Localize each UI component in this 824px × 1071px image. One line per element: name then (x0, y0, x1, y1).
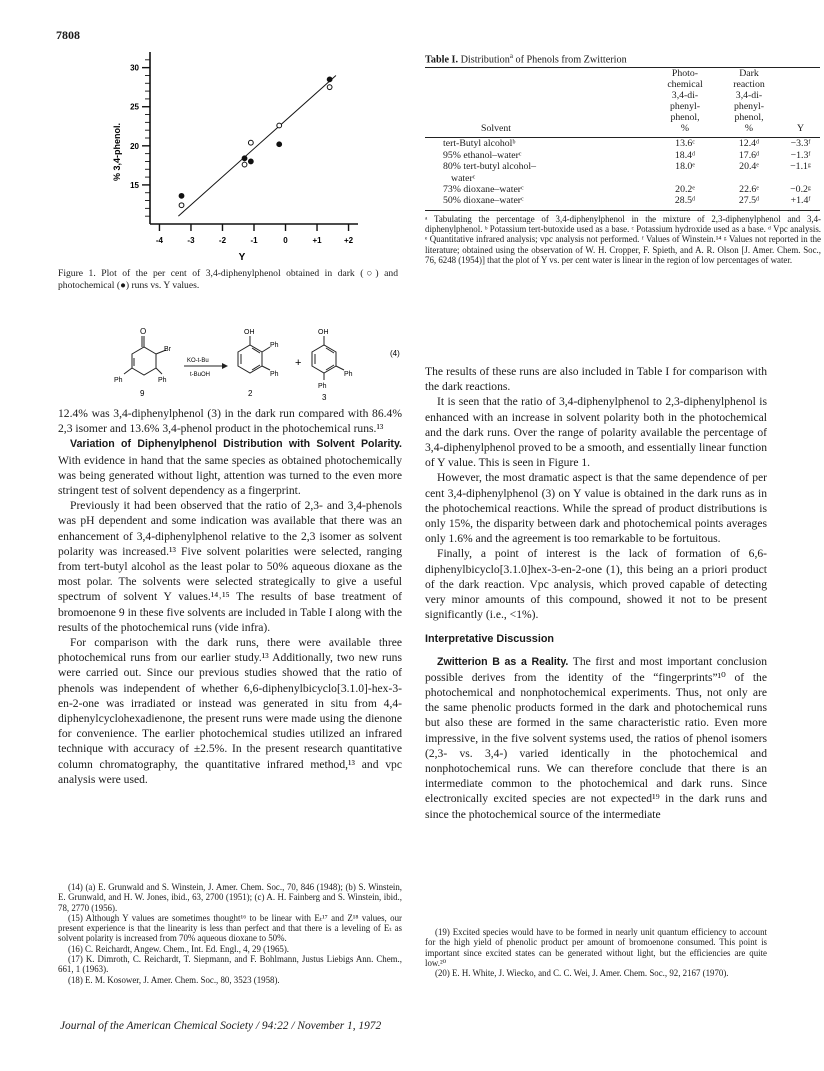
subsection-heading: Zwitterion B as a Reality. (437, 655, 569, 668)
table-cell-photo: 18.0ᵉ (675, 161, 695, 173)
left-footnotes (58, 882, 402, 985)
reaction-scheme (110, 322, 410, 406)
table-cell-photo: 20.2ᵉ (675, 184, 695, 196)
photochemical-point (242, 156, 247, 161)
table-cell-photo: 13.6ᶜ (675, 138, 695, 150)
figure-caption: Figure 1. Plot of the per cent of 3,4-diphenylphenol obtained in dark (○) and photochemical (●) runs vs. Y values. (58, 268, 398, 291)
table-cell-y: −0.2ᵍ (790, 184, 811, 196)
compound-2-structure (238, 336, 270, 373)
y-tick-label: 25 (130, 102, 139, 112)
reagent-solvent: t-BuOH (190, 372, 211, 378)
table-cell-y: −1.3ᶠ (790, 149, 811, 161)
section-heading: Interpretative Discussion (425, 633, 555, 646)
table-cell-dark: 20.4ᵉ (739, 161, 759, 173)
atom-o: O (140, 327, 147, 336)
table-title-sup: a (509, 52, 513, 60)
chart-axes (130, 52, 358, 245)
paragraph: Previously it had been observed that the ratio of 2,3- and 3,4-phenols was pH dependent and some indication was available that there was an enhancement of 3,4-diphenylphenol relative to the 2,3 isomer as solvent polarity was increased.¹³ Five solvent polarities were selected, ranging from tert-butyl alcohol as the least polar to 50% aqueous dioxane as the most polar. The solvents were selected strategically to give a useful spectrum of solvent Y values.¹⁴˒¹⁵ The results of base treatment of bromoenone 9 in these five solvents are included in Table I along with the results of the photochemical runs (vide infra). (58, 499, 402, 634)
fit-line (178, 75, 336, 216)
table-grid (425, 67, 820, 210)
photochemical-point (179, 193, 184, 198)
chart-marks (178, 75, 336, 216)
paragraph: The first and most important conclusion possible derives from the identity of the “fingerprints”¹⁰ of the photochemical and nonphotochemical experiments. Thus, not only are the same phenolic products formed in the dark and photochemical runs but also these are formed in the same characteristic ratio. Even more impressive, in the five solvent systems used, the ratios of phenol isomers (2,3- vs. 3,4-) varied identically in the photochemical and nonphotochemical runs. We can therefore conclude that there is an intermediate common to the photochemical and dark runs. Since electronically excited species are not expected¹⁹ in the dark runs and since the photochemical source of the intermediate (425, 654, 767, 821)
paragraph: Finally, a point of interest is the lack of formation of 6,6-diphenylbicyclo[3.1.0]hex-3-en-2-one (1), this being an a priori product of the dark reaction. Vpc analysis, which proved capable of detecting very minor amounts of this compound, showed it not to be present significantly (i.e., <1%). (425, 547, 767, 622)
y-tick-label: 20 (130, 141, 139, 151)
table-title-rest: of Phenols from Zwitterion (512, 54, 627, 66)
y-axis-label: % 3,4-phenol. (112, 122, 122, 182)
table-cell-y: −3.3ᶠ (790, 138, 811, 150)
x-tick-label: 0 (283, 236, 288, 245)
figure-1-chart (100, 42, 370, 264)
table-row (425, 184, 820, 195)
x-tick-label: -3 (187, 236, 195, 245)
photochemical-point (277, 142, 282, 147)
atom-ph: Ph (318, 383, 327, 390)
atom-ph: Ph (270, 371, 279, 378)
reagent-base: KO-t-Bu (187, 358, 209, 364)
right-footnotes (425, 927, 767, 978)
atom-br: Br (164, 346, 171, 353)
compound-label-3: 3 (322, 393, 327, 402)
table-title-text: Distribution (460, 54, 510, 66)
arrow-head (222, 363, 228, 369)
photochemical-point (327, 77, 332, 82)
left-column (58, 406, 402, 787)
footnote: (19) Excited species would have to be formed in nearly unit quantum efficiency to account for the high yield of phenolic product per amount of bromoenone consumed. This point is important since excited states can be generated without light, but the efficiencies are quite low.²⁰ (425, 927, 767, 968)
right-column (425, 364, 767, 822)
atom-oh: OH (318, 329, 329, 336)
y-tick-label: 30 (130, 63, 139, 73)
dark-point (179, 203, 184, 208)
x-tick-label: +2 (343, 236, 354, 245)
table-cell-dark: 12.4ᵈ (738, 138, 760, 150)
y-tick-label: 15 (130, 180, 139, 190)
x-tick-label: -2 (218, 236, 227, 245)
table-cell-photo (653, 173, 717, 184)
atom-ph: Ph (114, 377, 123, 384)
table-cell-dark: 27.5ᵈ (738, 195, 760, 207)
x-axis-label: Y (238, 252, 246, 263)
table-cell-solvent: 95% ethanol–waterᶜ (443, 149, 522, 161)
paragraph: The results of these runs are also included in Table I for comparison with the dark reactions. (425, 365, 767, 394)
footnote: (16) C. Reichardt, Angew. Chem., Int. Ed. Engl., 4, 29 (1965). (68, 943, 290, 954)
footnote: (18) E. M. Kosower, J. Amer. Chem. Soc., 80, 3523 (1958). (68, 974, 280, 985)
footnote: (17) K. Dimroth, C. Reichardt, T. Siepmann, and F. Bohlmann, Justus Liebigs Ann. Chem., 661, 1 (1963). (58, 954, 402, 975)
footnote: (14) (a) E. Grunwald and S. Winstein, J. Amer. Chem. Soc., 70, 846 (1948); (b) S. Winstein, E. Grunwald, and H. W. Jones, ibid., 63, 2700 (1951); (c) A. H. Fainberg and S. Winstein, ibid., 78, 2770 (1956). (58, 882, 402, 913)
table-row (425, 195, 820, 206)
atom-oh: OH (244, 329, 255, 336)
table-cell-solvent: 80% tert-butyl alcohol– (443, 161, 537, 173)
paragraph: It is seen that the ratio of 3,4-diphenylphenol to 2,3-diphenylphenol is enhanced with an increase in solvent polarity both in the photochemical and the dark runs. Over the range of polarity available the percentage of 3,4-diphenylphenol proved to be a smooth, and essentially linear function of Y value. This is seen in Figure 1. (425, 395, 767, 470)
section-heading: Variation of Diphenylphenol Distribution with Solvent Polarity. (70, 438, 402, 451)
journal-footer: Journal of the American Chemical Society / 94:22 / November 1, 1972 (60, 1020, 382, 1032)
paragraph: However, the most dramatic aspect is that the same dependence of per cent 3,4-diphenylphenol (3) on Y value is obtained in the dark runs as in the photochemical reactions. While the spread of product distributions is only 15%, the disparity between dark and photochemical points averages only 1.6% and the agreement is too remarkable to be fortuitous. (425, 471, 767, 546)
table-label: Table I. (425, 54, 459, 66)
footnote: (20) E. H. White, J. Wiecko, and C. C. Wei, J. Amer. Chem. Soc., 92, 2167 (1970). (435, 968, 729, 979)
table-cell-solvent: 73% dioxane–waterᶜ (443, 184, 524, 196)
table-title (425, 52, 824, 65)
table-cell-photo: 18.4ᵈ (674, 149, 696, 161)
table-cell-dark: 17.6ᵈ (738, 149, 760, 161)
col-header-dark: Dark reaction 3,4-di- phenyl- phenol, % (733, 68, 765, 135)
photochemical-point (248, 159, 253, 164)
col-header-solvent: Solvent (481, 123, 511, 135)
col-header-photo: Photo- chemical 3,4-di- phenyl- phenol, % (667, 68, 703, 135)
table-row (425, 138, 820, 150)
footnote: (15) Although Y values are sometimes thought¹⁶ to be linear with Eₜ¹⁷ and Z¹⁸ values, our present experience is that the linearity is less than perfect and that there is a leveling of Eₜ as solvent polarity is increased from 70% aqueous dioxane to 50%. (58, 912, 402, 944)
table-row (425, 150, 820, 161)
col-header-y: Y (796, 123, 805, 135)
equation-number: (4) (390, 349, 400, 358)
compound-3-structure (312, 336, 344, 380)
atom-ph: Ph (270, 342, 279, 349)
table-cell-solvent: 50% dioxane–waterᶜ (443, 195, 524, 207)
table-cell-y: −1.1ᵍ (790, 161, 811, 173)
table-cell-solvent: waterᶜ (451, 172, 476, 184)
dark-point (277, 123, 282, 128)
page-number: 7808 (56, 28, 80, 42)
plus-sign: + (295, 357, 302, 369)
dark-point (242, 162, 247, 167)
table-cell-dark (717, 173, 781, 184)
table-cell-y (781, 173, 820, 184)
atom-ph: Ph (344, 371, 353, 378)
compound-label-9: 9 (140, 389, 145, 398)
paragraph: 12.4% was 3,4-diphenylphenol (3) in the dark run compared with 86.4% 2,3 isomer and 13.6% 3,4-phenol product in the photochemical runs.¹³ (58, 407, 402, 436)
table-row (425, 161, 820, 172)
x-tick-label: +1 (312, 236, 322, 245)
paragraph: With evidence in hand that the same species as obtained photochemically was being generated without light, attention was turned to the even more stringent test of solvent dependency as a fingerprint. (58, 453, 402, 498)
table-row (425, 173, 820, 184)
x-tick-label: -4 (155, 236, 164, 245)
paragraph: For comparison with the dark runs, there were available three photochemical runs from our earlier study.¹³ Additionally, two new runs were carried out. Since our previous studies showed that the ratio of phenols was independent of whether 6,6-diphenylbicyclo[3.1.0]-hex-3-en-2-one was irradiated or instead was generated in situ from 4,4-diphenylcyclohexadienone, the present runs were made using the dienone for convenience. The earlier photochemical studies utilized an infrared technique with accuracy of ±2.5%. In the present research quantitative column chromatography, the quantitative infrared method,¹³ and vpc analysis were used. (58, 636, 402, 786)
dark-point (327, 85, 332, 90)
atom-ph: Ph (158, 377, 167, 384)
dark-point (248, 140, 253, 145)
table-1 (425, 52, 824, 265)
table-cell-solvent: tert-Butyl alcoholᵇ (443, 138, 516, 150)
table-cell-photo: 28.5ᵈ (674, 195, 696, 207)
x-tick-label: -1 (250, 236, 258, 245)
table-footnote: ᵃ Tabulating the percentage of 3,4-diphenylphenol in the mixture of 2,3-diphenylphenol and 3,4-diphenylphenol. ᵇ Potassium tert-butoxide used as a base. ᶜ Potassium hydroxide used as a base. ᵈ Vpc analysis. ᵉ Quantitative infrared analysis; vpc analysis not performed. ᶠ Values of Winstein.¹⁴ ᵍ Values not reported in the literature; obtained using the observation of W. H. Cropper, F. Spieth, and A. R. Olson [J. Amer. Chem. Soc., 76, 6248 (1954)] that the plot of Y vs. per cent water is linear in the region of low percentages of water. (425, 213, 821, 266)
compound-9-structure (124, 336, 166, 375)
compound-label-2: 2 (248, 389, 253, 398)
table-cell-dark: 22.6ᵉ (739, 184, 759, 196)
table-cell-y: +1.4ᶠ (790, 195, 811, 207)
